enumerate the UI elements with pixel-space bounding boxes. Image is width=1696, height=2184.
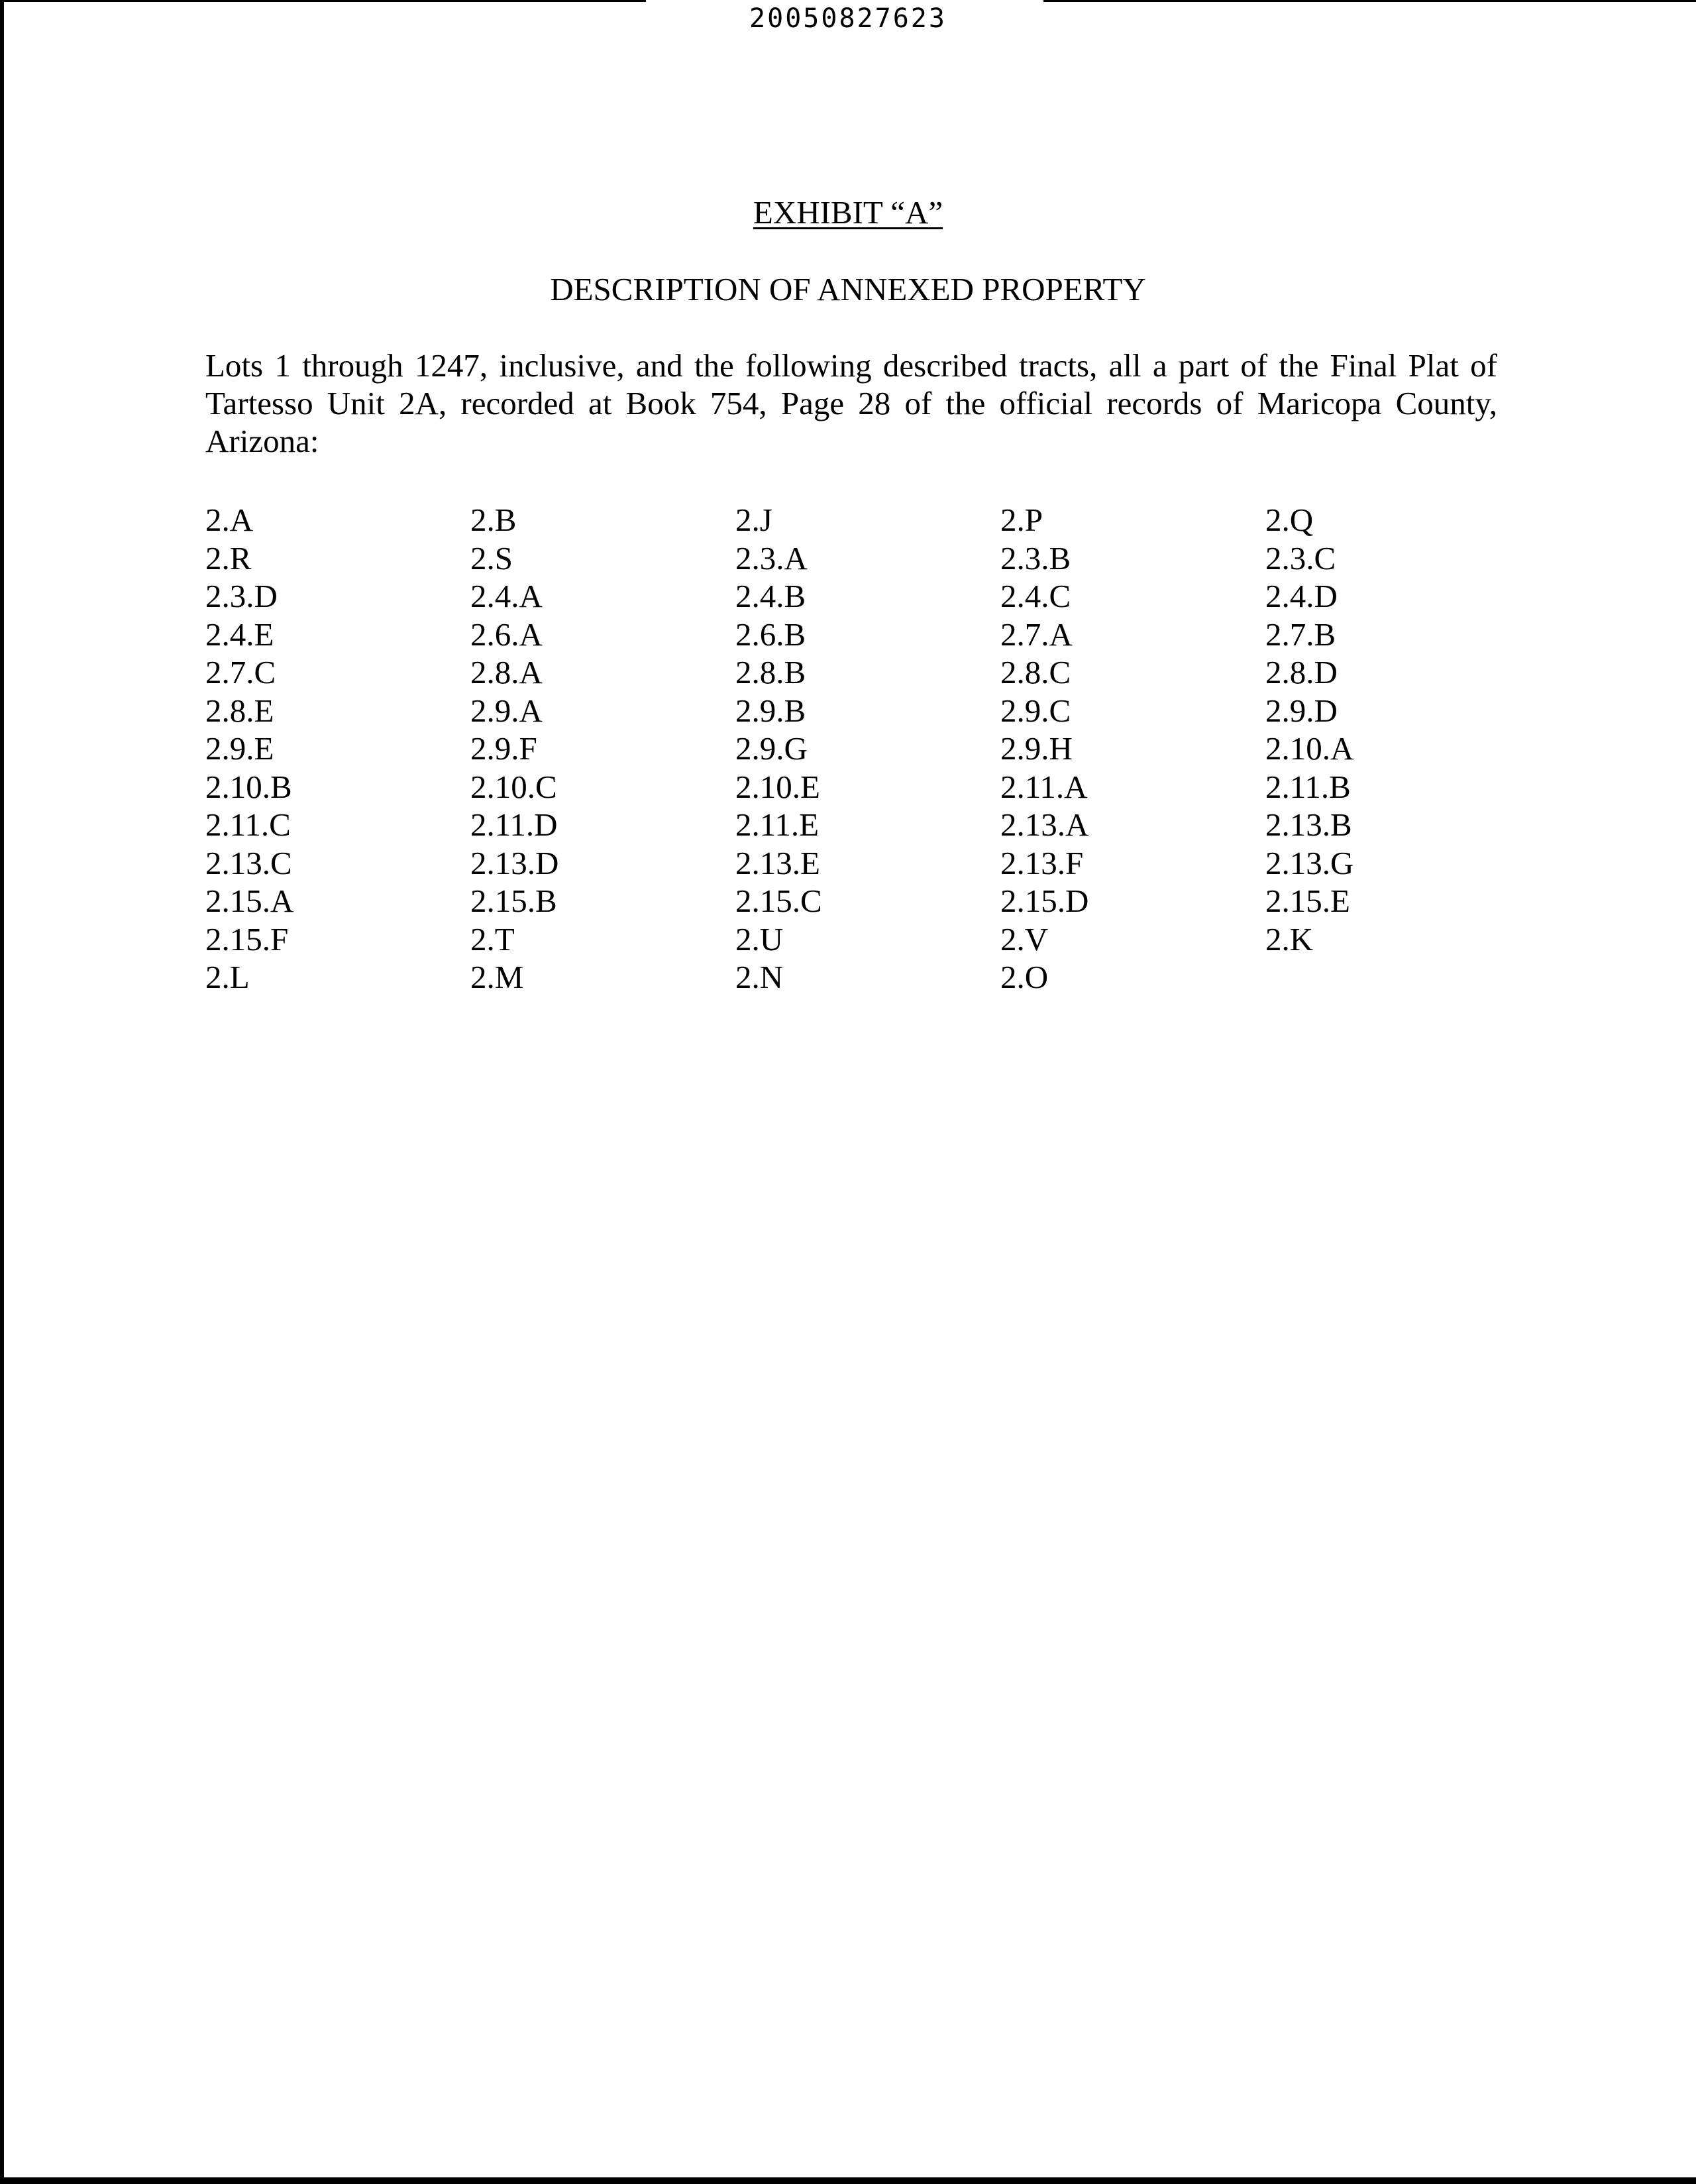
section-heading: DESCRIPTION OF ANNEXED PROPERTY bbox=[550, 271, 1146, 307]
tract-item: 2.8.B bbox=[735, 654, 806, 690]
tract-item: 2.10.A bbox=[1265, 730, 1354, 767]
tract-item: 2.9.E bbox=[205, 730, 274, 767]
tract-item: 2.9.C bbox=[1000, 692, 1071, 729]
tract-item: 2.11.C bbox=[205, 806, 291, 843]
tract-item: 2.8.E bbox=[205, 692, 274, 729]
tract-item: 2.10.E bbox=[735, 768, 820, 805]
tract-item: 2.6.A bbox=[470, 616, 543, 653]
tract-item: 2.8.A bbox=[470, 654, 543, 690]
tract-item: 2.4.B bbox=[735, 578, 806, 614]
tract-item: 2.8.C bbox=[1000, 654, 1071, 690]
tract-item: 2.O bbox=[1000, 959, 1049, 995]
top-rule-left bbox=[0, 0, 646, 2]
tract-item: 2.15.B bbox=[470, 883, 557, 919]
tract-item: 2.V bbox=[1000, 920, 1049, 957]
tract-item: 2.7.C bbox=[205, 654, 276, 690]
tract-item: 2.15.A bbox=[205, 883, 294, 919]
tract-item: 2.13.D bbox=[470, 844, 559, 881]
tract-item: 2.15.C bbox=[735, 883, 822, 919]
tract-item: 2.7.B bbox=[1265, 616, 1336, 653]
tract-item: 2.11.A bbox=[1000, 768, 1088, 805]
bottom-scan-border bbox=[0, 2177, 1696, 2184]
tract-item: 2.10.B bbox=[205, 768, 292, 805]
tract-item: 2.3.B bbox=[1000, 539, 1071, 576]
tract-item: 2.A bbox=[205, 502, 254, 538]
tract-item: 2.U bbox=[735, 920, 784, 957]
tract-item: 2.J bbox=[735, 502, 772, 538]
tract-item: 2.13.A bbox=[1000, 806, 1089, 843]
tract-item: 2.7.A bbox=[1000, 616, 1073, 653]
tract-item: 2.3.C bbox=[1265, 539, 1336, 576]
tract-item: 2.11.B bbox=[1265, 768, 1351, 805]
tract-item: 2.K bbox=[1265, 920, 1314, 957]
tract-item: 2.R bbox=[205, 539, 252, 576]
property-description: Lots 1 through 1247, inclusive, and the following described tracts, all a part of the Final Plat of Tartesso Unit 2A, recorded at Book 754, Page 28 of the official records of Maricopa County, Arizona: bbox=[205, 347, 1497, 459]
tract-item: 2.9.F bbox=[470, 730, 537, 767]
tract-item: 2.Q bbox=[1265, 502, 1314, 538]
tract-item: 2.9.B bbox=[735, 692, 806, 729]
tract-item: 2.3.A bbox=[735, 539, 808, 576]
left-scan-border bbox=[0, 0, 4, 2184]
exhibit-title: EXHIBIT “A” bbox=[753, 194, 943, 231]
tract-item: 2.4.D bbox=[1265, 578, 1338, 614]
tract-item: 2.4.E bbox=[205, 616, 274, 653]
tract-item: 2.4.C bbox=[1000, 578, 1071, 614]
document-number: 20050827623 bbox=[749, 3, 947, 34]
tract-item: 2.9.G bbox=[735, 730, 808, 767]
tract-item: 2.N bbox=[735, 959, 784, 995]
tract-item: 2.13.G bbox=[1265, 844, 1354, 881]
tract-item: 2.B bbox=[470, 502, 517, 538]
tract-item: 2.9.A bbox=[470, 692, 543, 729]
tract-item: 2.9.D bbox=[1265, 692, 1338, 729]
tract-item: 2.13.F bbox=[1000, 844, 1084, 881]
tract-item: 2.P bbox=[1000, 502, 1043, 538]
tract-item: 2.9.H bbox=[1000, 730, 1073, 767]
tract-item: 2.15.E bbox=[1265, 883, 1350, 919]
tract-item: 2.6.B bbox=[735, 616, 806, 653]
tract-item: 2.S bbox=[470, 539, 513, 576]
tract-item: 2.4.A bbox=[470, 578, 543, 614]
tract-item: 2.3.D bbox=[205, 578, 278, 614]
tract-item: 2.8.D bbox=[1265, 654, 1338, 690]
top-rule-right bbox=[1043, 0, 1696, 2]
tract-item: 2.11.D bbox=[470, 806, 558, 843]
tract-item: 2.13.C bbox=[205, 844, 292, 881]
tracts-list bbox=[205, 501, 1530, 997]
tract-item: 2.L bbox=[205, 959, 250, 995]
tract-item: 2.15.F bbox=[205, 920, 289, 957]
tract-item: 2.10.C bbox=[470, 768, 557, 805]
tract-item: 2.15.D bbox=[1000, 883, 1089, 919]
tract-item: 2.11.E bbox=[735, 806, 820, 843]
tract-item: 2.M bbox=[470, 959, 524, 995]
tract-item: 2.T bbox=[470, 920, 515, 957]
tract-item: 2.13.E bbox=[735, 844, 820, 881]
tract-item: 2.13.B bbox=[1265, 806, 1352, 843]
